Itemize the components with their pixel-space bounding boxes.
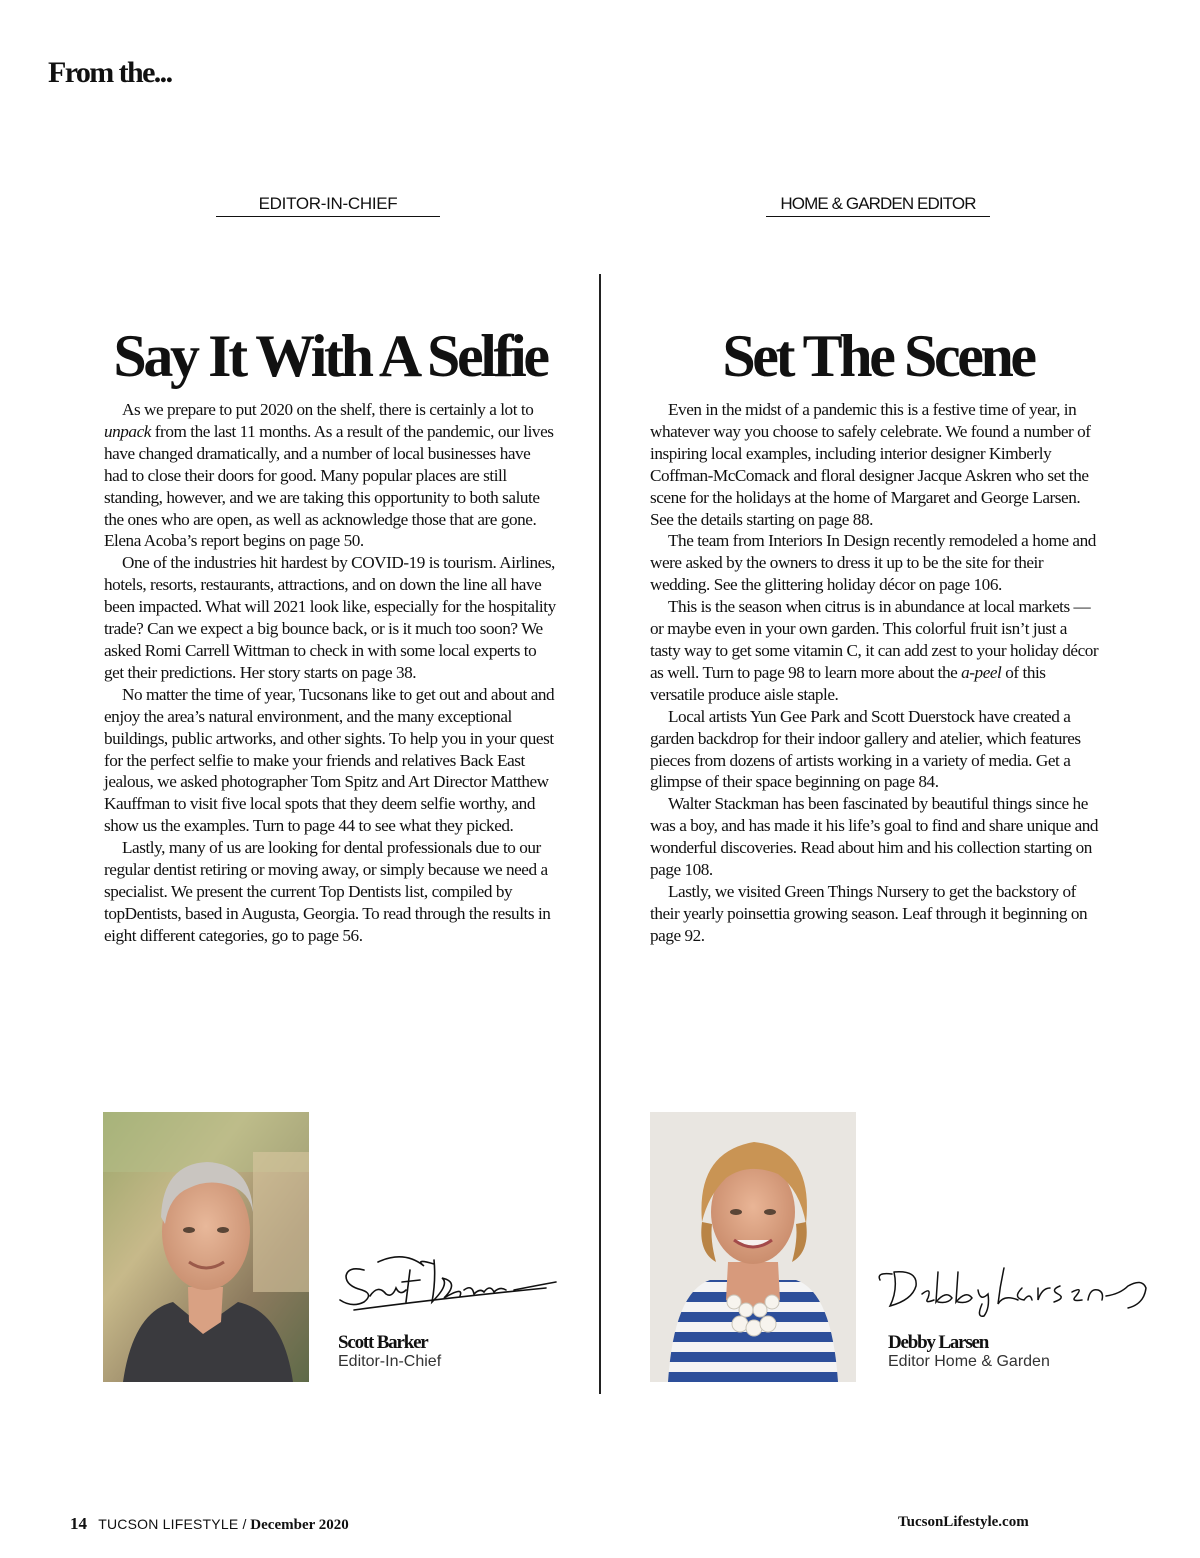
magazine-name: TUCSON LIFESTYLE / bbox=[98, 1516, 247, 1532]
right-paragraph: Local artists Yun Gee Park and Scott Duerstock have created a garden backdrop for their indoor gallery and atelier, which features pieces from dozens of artists working in a variety of media. Get a glimpse of their space beginning on page 84. bbox=[650, 706, 1081, 792]
right-paragraph: Even in the midst of a pandemic this is a festive time of year, in whatever way you choose to safely celebrate. We found a number of inspiring local examples, including interior designer Kimberly Coffman-McComack and floral designer Jacque Askren who set the scene for the holidays at the home of Margaret and George Larsen. See the details starting on page 88. bbox=[650, 400, 1091, 529]
editor-in-chief-kicker: EDITOR-IN-CHIEF bbox=[216, 192, 440, 217]
left-article-body bbox=[104, 399, 556, 947]
right-headline: Set The Scene bbox=[722, 323, 1034, 389]
column-divider bbox=[599, 274, 601, 1394]
left-paragraph: Lastly, many of us are looking for dental professionals due to our regular dentist retiring or moving away, or simply because we need a specialist. We present the current Top Dentists list, compiled by topDentists, based in Augusta, Georgia. To read through the results in eight different categories, go to page 56. bbox=[104, 838, 551, 945]
left-editor-name: Scott Barker bbox=[338, 1332, 428, 1353]
section-title: From the... bbox=[48, 56, 172, 89]
footer-left bbox=[70, 1514, 349, 1534]
left-paragraph: As we prepare to put 2020 on the shelf, there is certainly a lot to unpack from the last 11 months. As a result of the pandemic, our lives have changed dramatically, and a number of local businesses have had to close their doors for good. Many popular places are still standing, however, and we are taking this opportunity to both salute the ones who are open, as well as acknowledge those that are gone. Elena Acoba’s report begins on page 50. bbox=[104, 400, 554, 551]
right-paragraph: Lastly, we visited Green Things Nursery to get the backstory of their yearly poinsettia growing season. Leaf through it beginning on page 92. bbox=[650, 881, 1088, 945]
left-paragraph: One of the industries hit hardest by COVID-19 is tourism. Airlines, hotels, resorts, restaurants, attractions, and on down the line all have been impacted. What will 2021 look like, especially for the hospitality trade? Can we expect a big bounce back, or is it much too soon? We asked Romi Carrell Wittman to check in with some local experts to get their predictions. Her story starts on page 38. bbox=[104, 553, 556, 682]
right-paragraph: The team from Interiors In Design recently remodeled a home and were asked by the owners to dress it up to be the site for their wedding. See the glittering holiday décor on page 106. bbox=[650, 531, 1096, 595]
website-link[interactable]: TucsonLifestyle.com bbox=[898, 1514, 1029, 1530]
scott-barker-photo bbox=[103, 1112, 309, 1382]
right-paragraph: Walter Stackman has been fascinated by beautiful things since he was a boy, and has made it his life’s goal to find and share unique and wonderful discoveries. Read about him and his collection starting on page 108. bbox=[650, 794, 1099, 880]
right-paragraph: This is the season when citrus is in abundance at local markets — or maybe even in your own garden. This colorful fruit isn’t just a tasty way to get some vitamin C, it can add zest to your holiday décor as well. Turn to page 98 to learn more about the a-peel of this versatile produce aisle staple. bbox=[650, 597, 1099, 704]
left-editor-title: Editor-In-Chief bbox=[338, 1353, 442, 1370]
right-article-body bbox=[650, 399, 1100, 947]
left-headline: Say It With A Selfie bbox=[113, 323, 547, 389]
debby-larsen-signature bbox=[872, 1260, 1162, 1320]
right-editor-name: Debby Larsen bbox=[888, 1332, 989, 1353]
issue-date: December 2020 bbox=[250, 1517, 349, 1533]
scott-barker-signature bbox=[334, 1240, 564, 1320]
right-editor-title: Editor Home & Garden bbox=[888, 1353, 1050, 1370]
home-garden-editor-kicker: HOME & GARDEN EDITOR bbox=[766, 192, 990, 217]
left-paragraph: No matter the time of year, Tucsonans like to get out and about and enjoy the area’s natural environment, and the many exceptional buildings, public artworks, and other sights. To help you in your quest for the perfect selfie to make your friends and relatives Back East jealous, we asked photographer Tom Spitz and Art Director Matthew Kauffman to visit five local spots that they deem selfie worthy, and show us the examples. Turn to page 44 to see what they picked. bbox=[104, 684, 555, 836]
page-number: 14 bbox=[70, 1514, 87, 1533]
debby-larsen-photo bbox=[650, 1112, 856, 1382]
